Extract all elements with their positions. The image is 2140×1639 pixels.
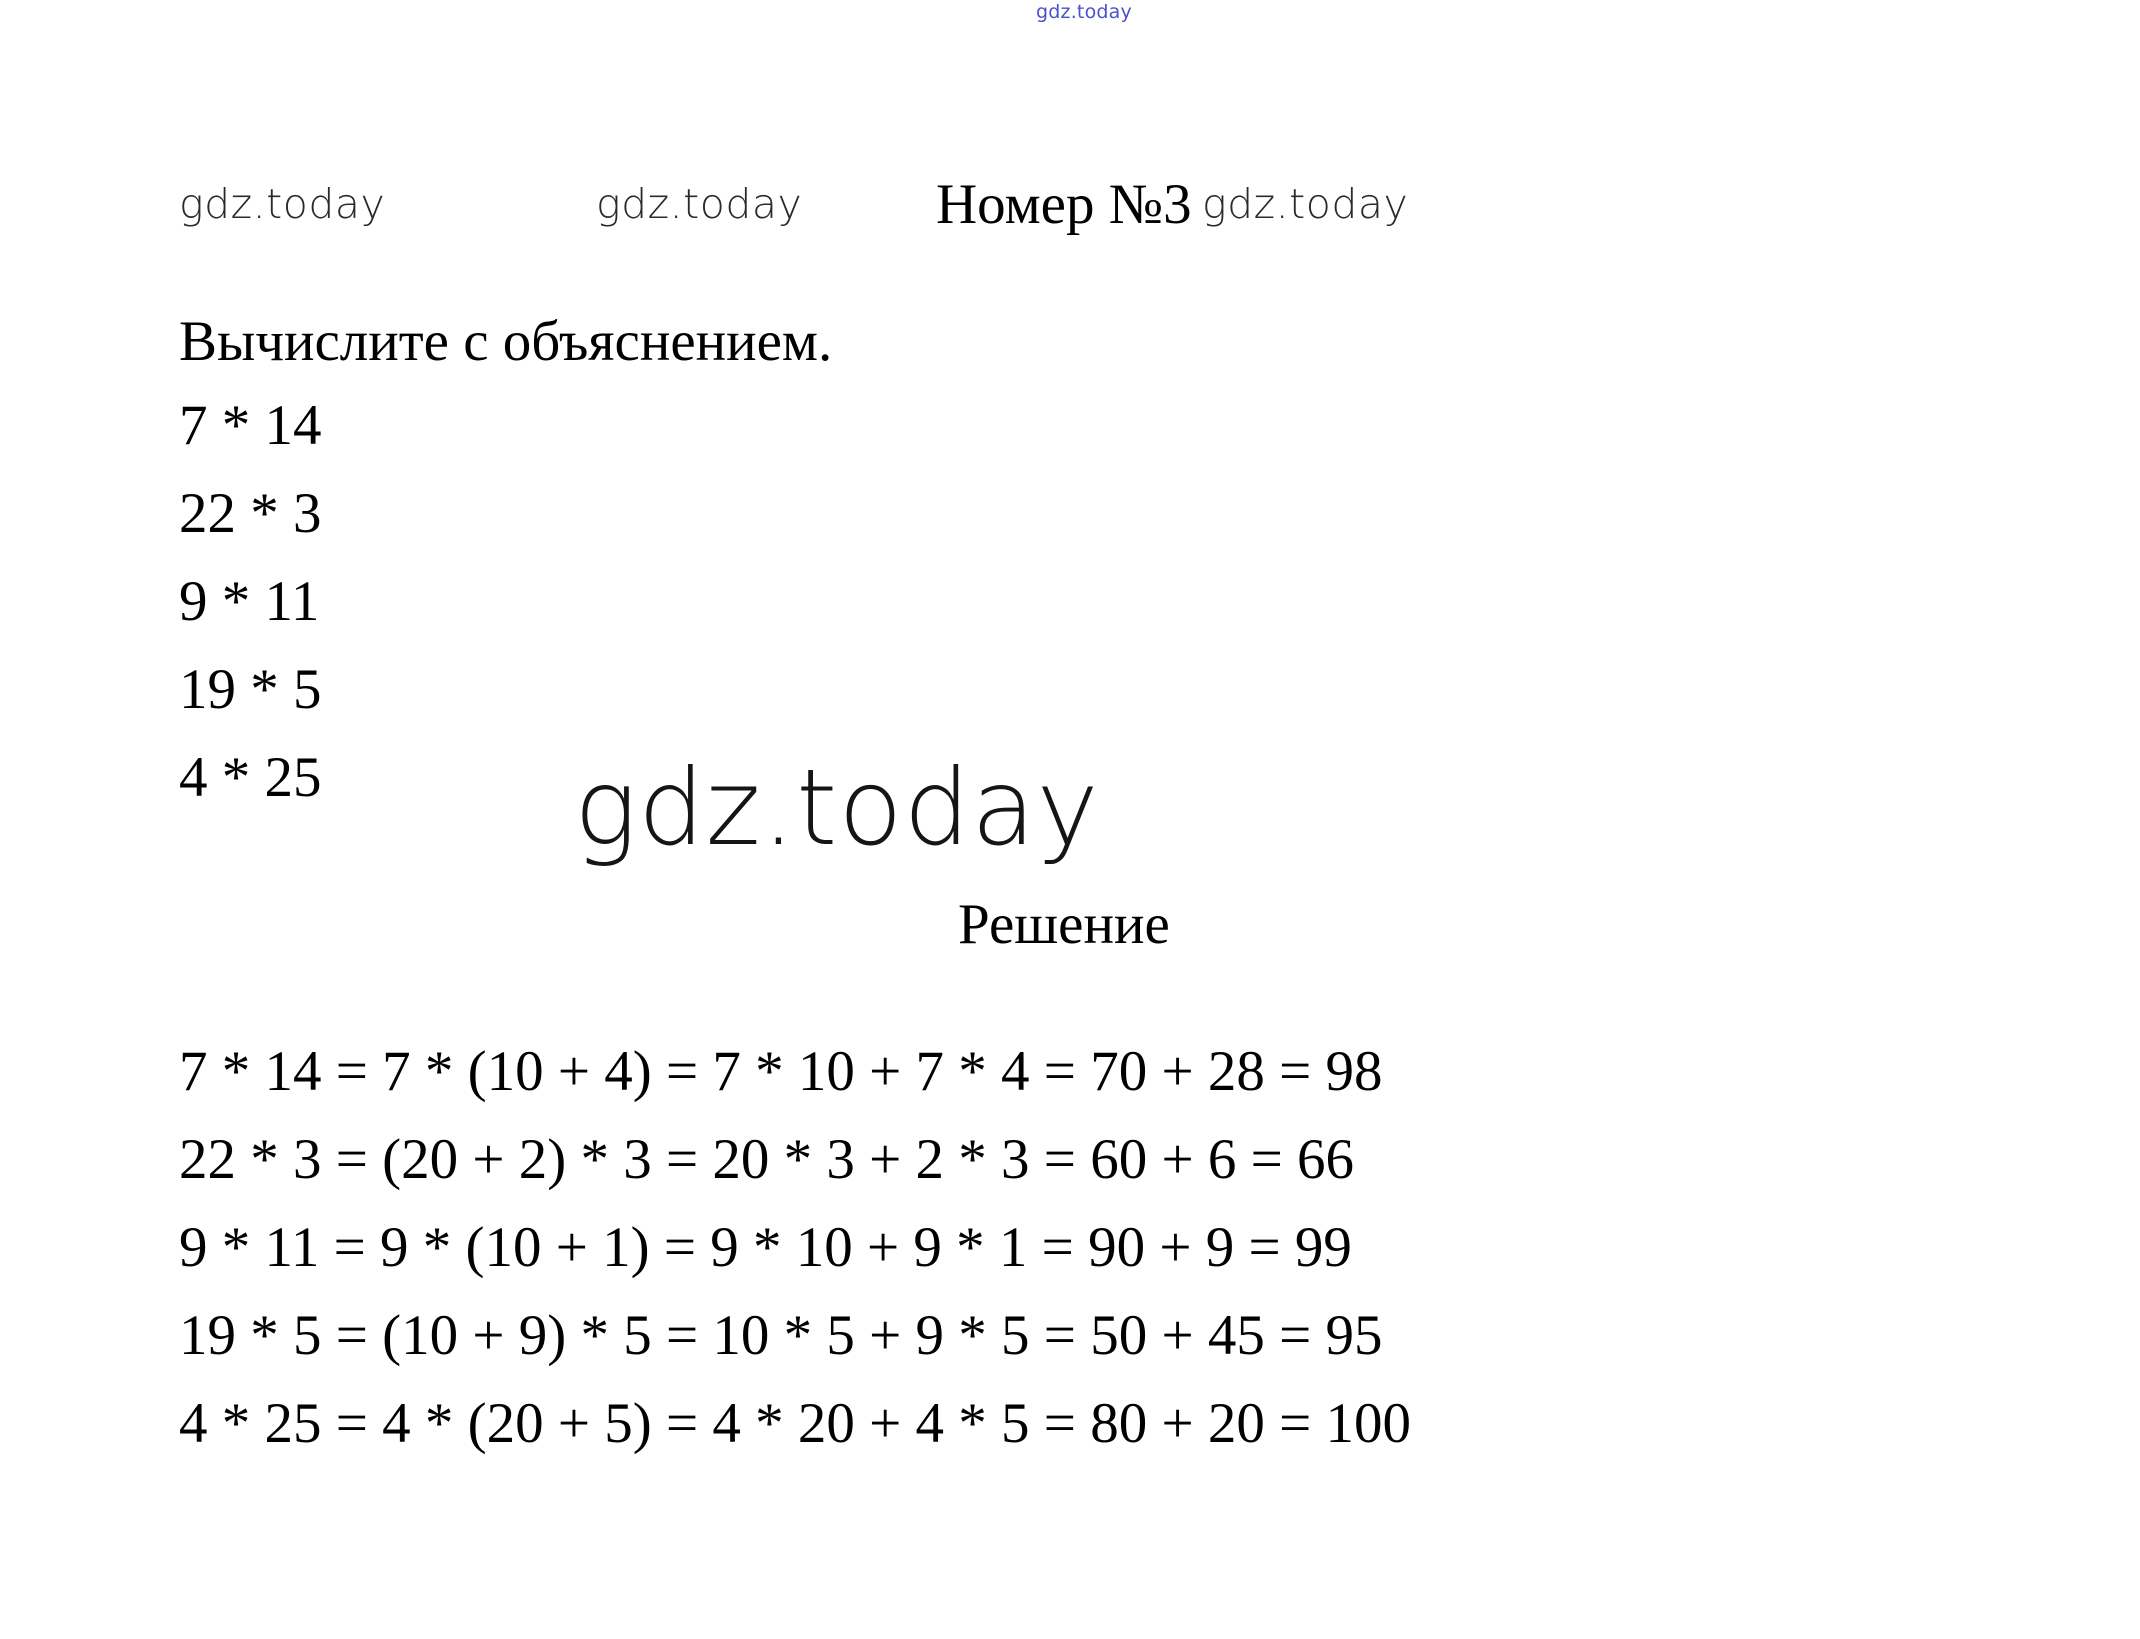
header-watermark-right: gdz.today	[1202, 180, 1409, 228]
problem-item: 9 * 11	[179, 570, 320, 633]
page-title: Номер №3	[936, 173, 1192, 236]
solution-line: 4 * 25 = 4 * (20 + 5) = 4 * 20 + 4 * 5 = 80 + 20 = 100	[179, 1392, 1411, 1455]
solution-line: 7 * 14 = 7 * (10 + 4) = 7 * 10 + 7 * 4 = 70 + 28 = 98	[179, 1040, 1383, 1103]
header-watermark-left: gdz.today	[179, 180, 386, 228]
problem-item: 7 * 14	[179, 394, 322, 457]
top-watermark: gdz.today	[1036, 1, 1132, 23]
problem-item: 19 * 5	[179, 658, 322, 721]
solution-line: 22 * 3 = (20 + 2) * 3 = 20 * 3 + 2 * 3 = 60 + 6 = 66	[179, 1128, 1354, 1191]
solution-line: 19 * 5 = (10 + 9) * 5 = 10 * 5 + 9 * 5 = 50 + 45 = 95	[179, 1304, 1383, 1367]
task-statement: Вычислите с объяснением.	[179, 310, 833, 373]
solution-line: 9 * 11 = 9 * (10 + 1) = 9 * 10 + 9 * 1 = 90 + 9 = 99	[179, 1216, 1352, 1279]
solution-list	[179, 1040, 1411, 1483]
problem-item: 22 * 3	[179, 482, 322, 545]
solution-title: Решение	[958, 893, 1170, 956]
problem-item: 4 * 25	[179, 746, 322, 809]
header-watermark-middle: gdz.today	[596, 180, 803, 228]
problem-list	[179, 394, 322, 837]
center-watermark: gdz.today	[574, 747, 1100, 869]
